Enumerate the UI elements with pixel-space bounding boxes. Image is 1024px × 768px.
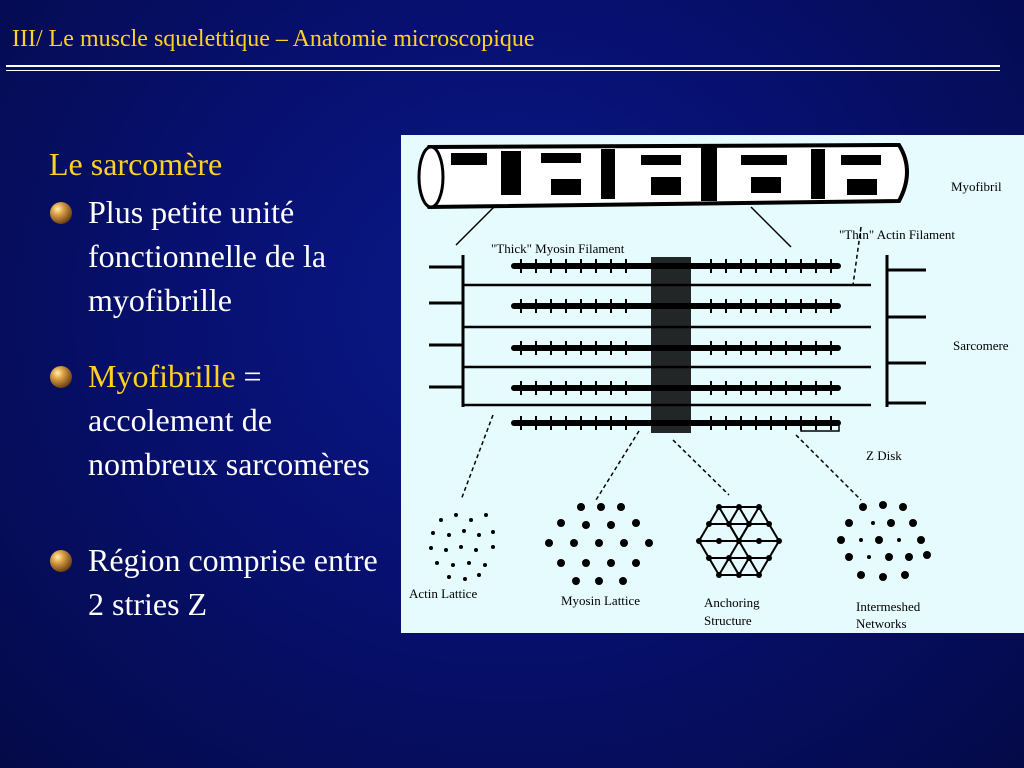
sarcomere-diagram: [401, 135, 1024, 633]
label-z-disk: Z Disk: [866, 448, 902, 463]
myosin-lattice: [545, 503, 653, 585]
title-divider: [6, 65, 1000, 67]
bullet-highlight: Myofibrille: [88, 358, 236, 394]
label-anchoring-2: Structure: [704, 613, 752, 628]
label-anchoring-1: Anchoring: [704, 595, 760, 610]
slide-title: III/ Le muscle squelettique – Anatomie microscopique: [12, 26, 535, 52]
label-actin-lattice: Actin Lattice: [409, 586, 478, 601]
label-intermeshed-1: Intermeshed: [856, 599, 921, 614]
bullet-sphere-icon: [48, 364, 74, 390]
bullet-item: [48, 538, 378, 626]
label-intermeshed-2: Networks: [856, 616, 907, 631]
intermeshed-networks: [837, 501, 931, 581]
bullet-item: [48, 354, 378, 486]
bullet-text: [88, 354, 378, 486]
bullet-text: Plus petite unité fonctionnelle de la myofibrille: [88, 194, 327, 318]
myosin-filaments: [511, 257, 841, 433]
title-divider-thin: [6, 70, 1000, 71]
section-heading: Le sarcomère: [49, 146, 223, 182]
bullet-item: [48, 190, 378, 322]
sarcomere-diagram-svg: [401, 135, 1024, 633]
label-thin-filament: "Thin" Actin Filament: [839, 227, 956, 242]
bullet-sphere-icon: [48, 200, 74, 226]
label-sarcomere: Sarcomere: [953, 338, 1009, 353]
label-thick-filament: "Thick" Myosin Filament: [491, 241, 625, 256]
bullet-text: Région comprise entre 2 stries Z: [88, 542, 378, 622]
actin-lattice: [429, 513, 495, 581]
label-myosin-lattice: Myosin Lattice: [561, 593, 641, 608]
bullet-sphere-icon: [48, 548, 74, 574]
myofibril-cylinder: [419, 145, 907, 207]
label-myofibril: Myofibril: [951, 179, 1002, 194]
bullet-rest: = accolement de nombreux sarcomères: [88, 358, 370, 482]
